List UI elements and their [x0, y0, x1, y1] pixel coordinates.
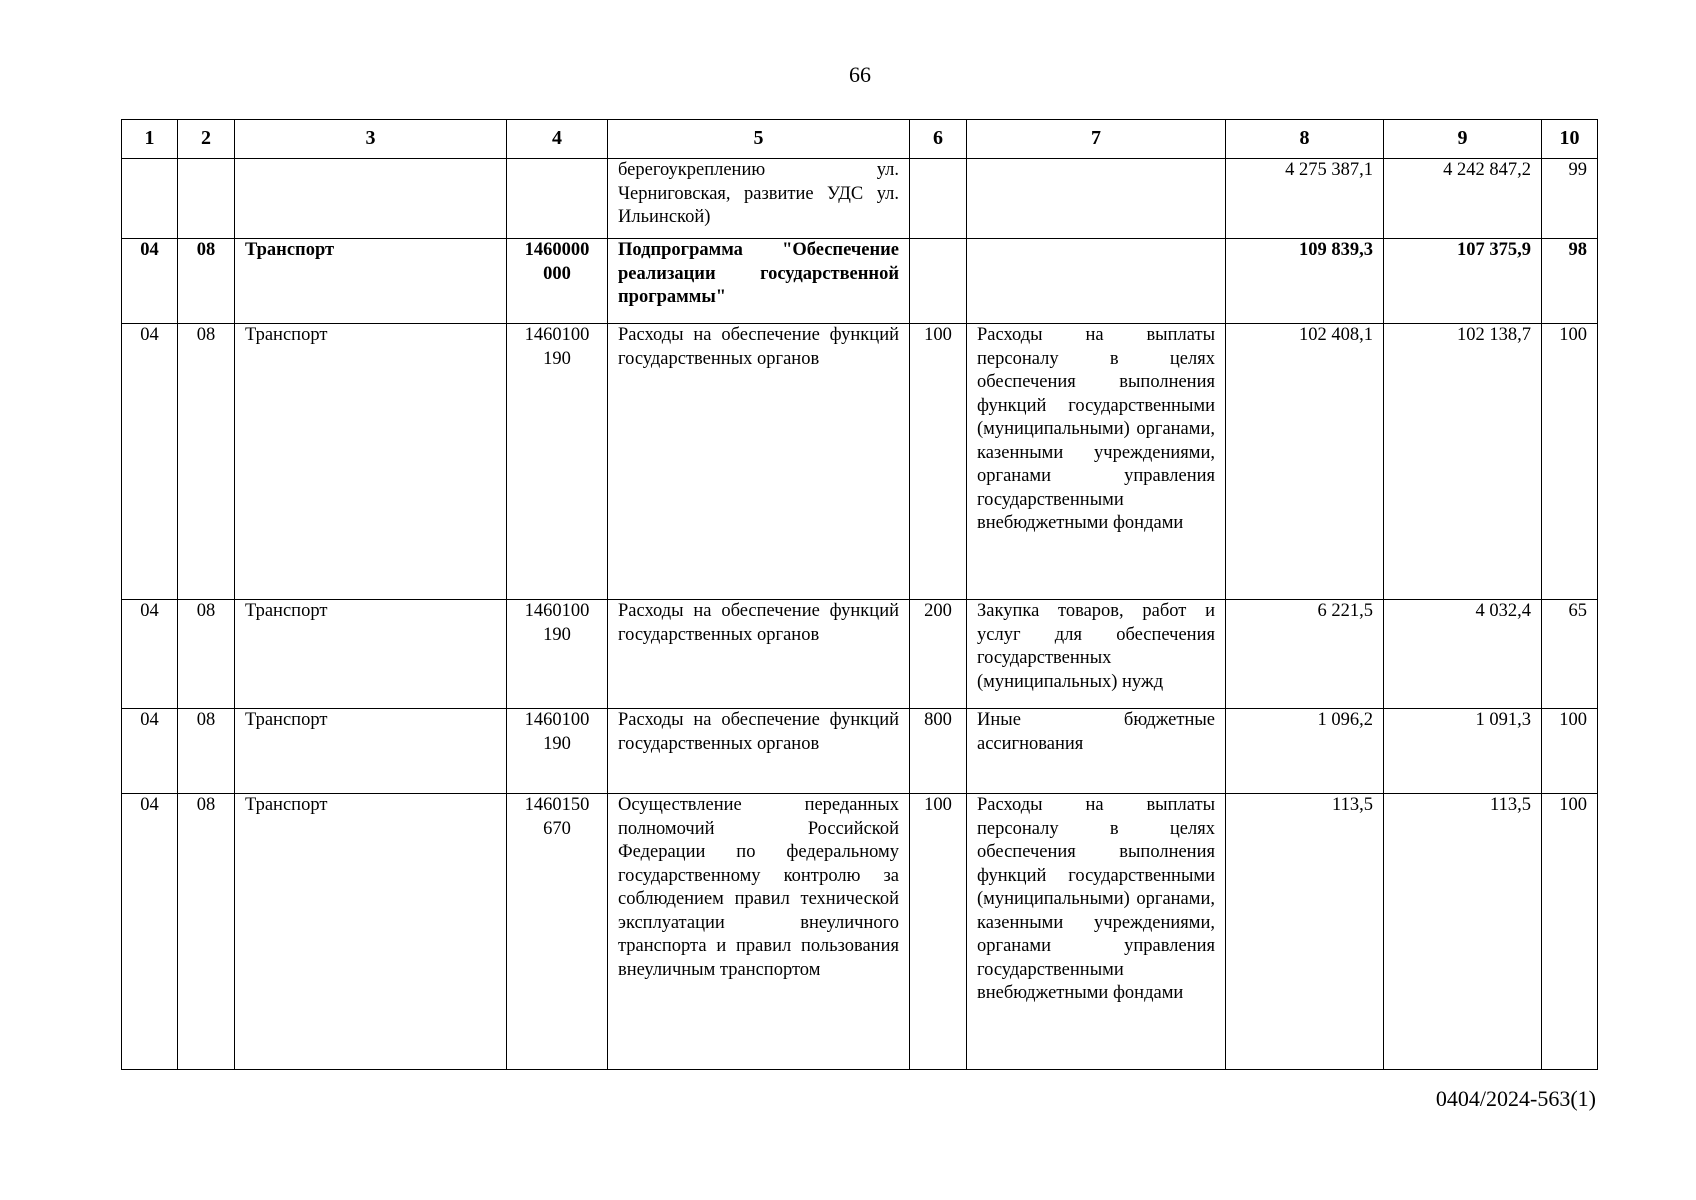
column-header-3: 3 — [235, 120, 507, 159]
section-name: Транспорт — [235, 709, 507, 794]
target-article-name: Подпрограмма "Обеспечение реализации государственной программы" — [608, 239, 910, 324]
expense-type-name: Иные бюджетные ассигнования — [967, 709, 1226, 794]
expense-type-name — [967, 239, 1226, 324]
executed-amount: 1 091,3 — [1384, 709, 1542, 794]
execution-percent: 99 — [1542, 159, 1598, 239]
target-article-code: 1460100 190 — [507, 600, 608, 709]
section-code: 04 — [122, 239, 178, 324]
section-code — [122, 159, 178, 239]
executed-amount: 4 242 847,2 — [1384, 159, 1542, 239]
subsection-code: 08 — [178, 709, 235, 794]
executed-amount: 4 032,4 — [1384, 600, 1542, 709]
execution-percent: 98 — [1542, 239, 1598, 324]
subsection-code: 08 — [178, 600, 235, 709]
column-header-7: 7 — [967, 120, 1226, 159]
column-header-9: 9 — [1384, 120, 1542, 159]
planned-amount: 1 096,2 — [1226, 709, 1384, 794]
target-article-name: Осуществление переданных полномочий Российской Федерации по федеральному государственному контролю за соблюдением правил технической эксплуатации внеуличного транспорта и правил пользования внеуличным транспортом — [608, 794, 910, 1070]
target-article-code: 1460150 670 — [507, 794, 608, 1070]
table-row — [122, 159, 1598, 239]
subsection-code: 08 — [178, 324, 235, 600]
table-row — [122, 239, 1598, 324]
planned-amount: 4 275 387,1 — [1226, 159, 1384, 239]
target-article-name: берегоукреплению ул. Черниговская, развитие УДС ул. Ильинской) — [608, 159, 910, 239]
table-row — [122, 709, 1598, 794]
section-name: Транспорт — [235, 239, 507, 324]
expense-type-code: 100 — [910, 324, 967, 600]
section-code: 04 — [122, 324, 178, 600]
expense-type-name — [967, 159, 1226, 239]
executed-amount: 113,5 — [1384, 794, 1542, 1070]
table-row — [122, 324, 1598, 600]
column-header-2: 2 — [178, 120, 235, 159]
target-article-name: Расходы на обеспечение функций государственных органов — [608, 709, 910, 794]
planned-amount: 109 839,3 — [1226, 239, 1384, 324]
planned-amount: 102 408,1 — [1226, 324, 1384, 600]
expense-type-code: 100 — [910, 794, 967, 1070]
section-name — [235, 159, 507, 239]
planned-amount: 6 221,5 — [1226, 600, 1384, 709]
header-row — [122, 120, 1598, 159]
section-code: 04 — [122, 709, 178, 794]
target-article-name: Расходы на обеспечение функций государственных органов — [608, 324, 910, 600]
section-name: Транспорт — [235, 794, 507, 1070]
document-code: 0404/2024-563(1) — [1435, 1086, 1596, 1111]
section-code: 04 — [122, 794, 178, 1070]
column-header-5: 5 — [608, 120, 910, 159]
expense-type-code: 800 — [910, 709, 967, 794]
section-name: Транспорт — [235, 600, 507, 709]
expense-type-name: Расходы на выплаты персоналу в целях обеспечения выполнения функций государственными (муниципальными) органами, казенными учреждениями, органами управления государственными внебюджетными фондами — [967, 794, 1226, 1070]
execution-percent: 100 — [1542, 324, 1598, 600]
target-article-name: Расходы на обеспечение функций государственных органов — [608, 600, 910, 709]
expense-type-name: Закупка товаров, работ и услуг для обеспечения государственных (муниципальных) нужд — [967, 600, 1226, 709]
target-article-code — [507, 159, 608, 239]
subsection-code — [178, 159, 235, 239]
subsection-code: 08 — [178, 794, 235, 1070]
column-header-8: 8 — [1226, 120, 1384, 159]
table-row — [122, 600, 1598, 709]
expense-type-code — [910, 239, 967, 324]
budget-table — [121, 119, 1598, 1070]
column-header-1: 1 — [122, 120, 178, 159]
column-header-4: 4 — [507, 120, 608, 159]
executed-amount: 102 138,7 — [1384, 324, 1542, 600]
section-code: 04 — [122, 600, 178, 709]
table-row — [122, 794, 1598, 1070]
expense-type-code: 200 — [910, 600, 967, 709]
target-article-code: 1460100 190 — [507, 709, 608, 794]
execution-percent: 100 — [1542, 794, 1598, 1070]
column-header-10: 10 — [1542, 120, 1598, 159]
section-name: Транспорт — [235, 324, 507, 600]
expense-type-code — [910, 159, 967, 239]
executed-amount: 107 375,9 — [1384, 239, 1542, 324]
subsection-code: 08 — [178, 239, 235, 324]
planned-amount: 113,5 — [1226, 794, 1384, 1070]
column-header-6: 6 — [910, 120, 967, 159]
execution-percent: 100 — [1542, 709, 1598, 794]
execution-percent: 65 — [1542, 600, 1598, 709]
expense-type-name: Расходы на выплаты персоналу в целях обеспечения выполнения функций государственными (муниципальными) органами, казенными учреждениями, органами управления государственными внебюджетными фондами — [967, 324, 1226, 600]
target-article-code: 1460000 000 — [507, 239, 608, 324]
page-number: 66 — [849, 62, 871, 87]
target-article-code: 1460100 190 — [507, 324, 608, 600]
